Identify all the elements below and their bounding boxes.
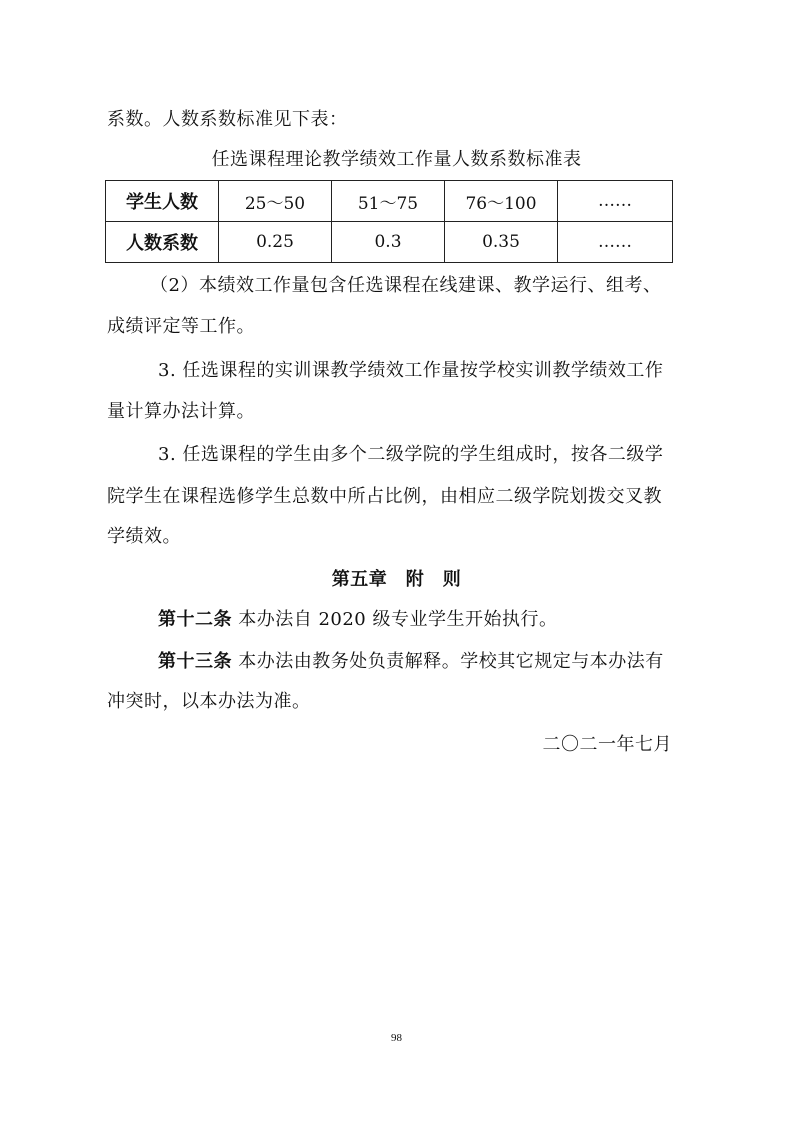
page-number: 98 [391,1032,402,1044]
table-cell: …… [558,181,673,222]
paragraph-line: 3. 任选课程的学生由多个二级学院的学生组成时，按各二级学 [158,444,664,465]
table-row [106,222,673,263]
paragraph-line: （2）本绩效工作量包含任选课程在线建课、教学运行、组考、 [150,275,662,296]
paragraph-line: 院学生在课程选修学生总数中所占比例，由相应二级学院划拨交叉教 [107,486,662,507]
table-row [106,181,673,222]
table-cell: 0.3 [332,222,445,263]
coefficient-table [105,180,673,263]
table-title: 任选课程理论教学绩效工作量人数系数标准表 [211,149,582,170]
article-text: 本办法自 2020 级专业学生开始执行。 [232,609,558,630]
article-12 [158,608,557,632]
table-cell: 51～75 [332,181,445,222]
paragraph-line: 冲突时，以本办法为准。 [107,691,311,712]
table-cell: …… [558,222,673,263]
paragraph-line: 量计算办法计算。 [107,401,255,422]
row-header-coefficient: 人数系数 [106,222,219,263]
chapter-heading: 第五章 附 则 [331,569,462,590]
paragraph-line: 学绩效。 [107,526,181,547]
table-cell: 0.35 [445,222,558,263]
table-cell: 76～100 [445,181,558,222]
article-label: 第十三条 [158,651,232,672]
document-date: 二〇二一年七月 [542,734,672,755]
table-cell: 0.25 [219,222,332,263]
paragraph-line: 3. 任选课程的实训课教学绩效工作量按学校实训教学绩效工作 [158,360,664,381]
paragraph-line: 系数。人数系数标准见下表： [107,109,348,130]
row-header-students: 学生人数 [106,181,219,222]
table-cell: 25～50 [219,181,332,222]
article-label: 第十二条 [158,609,232,630]
article-text: 本办法由教务处负责解释。学校其它规定与本办法有 [232,651,664,672]
paragraph-line: 成绩评定等工作。 [107,316,255,337]
article-13 [158,650,664,674]
